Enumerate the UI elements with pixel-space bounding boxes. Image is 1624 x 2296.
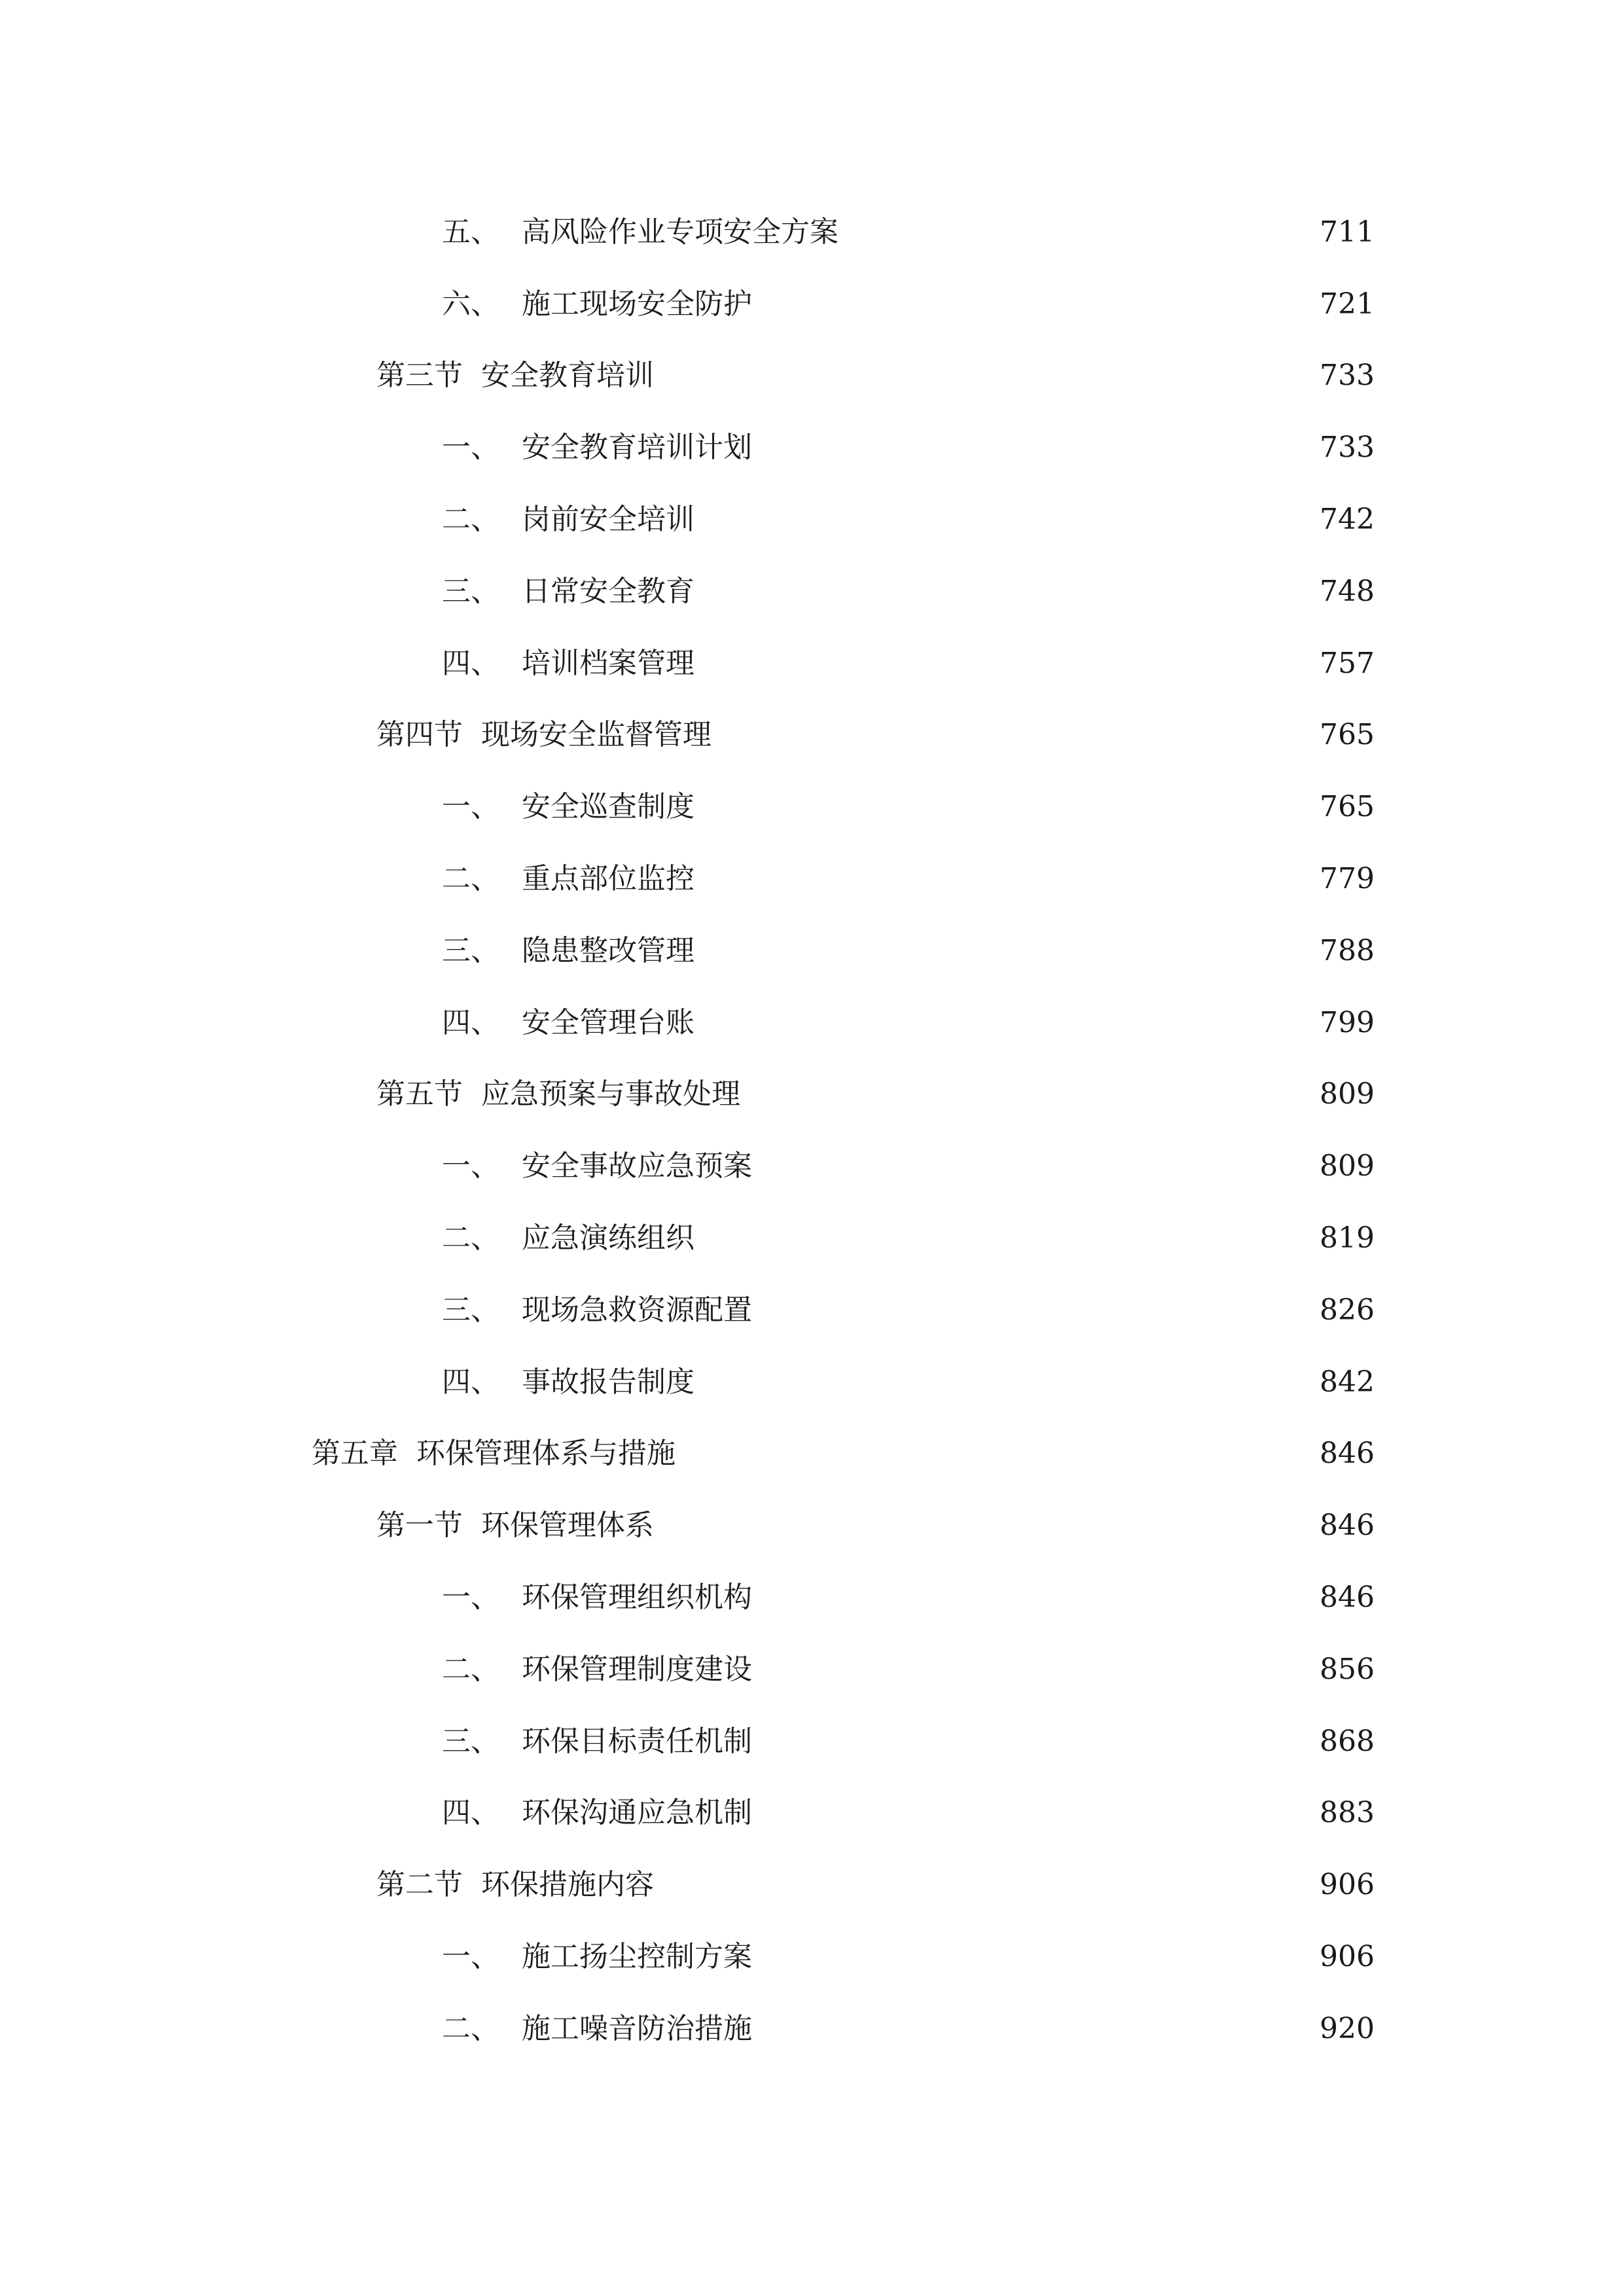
toc-entry-number: 二、 [442, 1652, 499, 1686]
toc-entry-label [442, 2009, 752, 2049]
toc-page-number: 906 [1320, 1940, 1375, 1974]
toc-entry-item[interactable] [0, 268, 1624, 340]
toc-entry-title: 环保管理制度建设 [522, 1652, 752, 1686]
toc-entry-item[interactable] [0, 771, 1624, 843]
toc-entry-title: 安全教育培训 [481, 359, 654, 393]
toc-entry-item[interactable] [0, 1778, 1624, 1850]
toc-entry-section[interactable] [0, 1059, 1624, 1131]
toc-page-number: 733 [1320, 359, 1375, 393]
toc-page-number: 856 [1320, 1652, 1375, 1686]
toc-entry-label [442, 285, 752, 324]
toc-entry-item[interactable] [0, 1562, 1624, 1634]
toc-entry-label [376, 356, 654, 395]
toc-entry-label [442, 1147, 752, 1186]
toc-entry-number: 四、 [442, 646, 499, 680]
toc-entry-item[interactable] [0, 843, 1624, 915]
toc-entry-title: 环保管理体系 [481, 1509, 654, 1543]
toc-page-number: 788 [1320, 933, 1375, 967]
toc-entry-label [442, 1219, 695, 1258]
toc-page-number: 846 [1320, 1437, 1375, 1471]
dot-leader [761, 1937, 1300, 1977]
toc-entry-section[interactable] [0, 1849, 1624, 1921]
toc-page-number: 846 [1320, 1509, 1375, 1543]
toc-page-number: 742 [1320, 503, 1375, 537]
toc-entry-number: 二、 [442, 862, 499, 896]
dot-leader [721, 715, 1300, 755]
toc-entry-title: 环保管理组织机构 [522, 1581, 752, 1615]
toc-entry-label [442, 1003, 695, 1043]
toc-entry-title: 环保管理体系与措施 [416, 1437, 676, 1471]
toc-entry-label [442, 1793, 752, 1833]
toc-entry-label [442, 213, 839, 252]
toc-entry-label [442, 1291, 752, 1330]
toc-entry-item[interactable] [0, 1634, 1624, 1706]
toc-page-number: 809 [1320, 1077, 1375, 1111]
toc-entry-label [442, 1722, 752, 1761]
dot-leader [685, 1434, 1300, 1473]
dot-leader [761, 1578, 1300, 1617]
toc-entry-label [442, 859, 695, 899]
toc-entry-label [442, 1650, 752, 1689]
toc-entry-item[interactable] [0, 1993, 1624, 2065]
dot-leader [704, 859, 1300, 899]
dot-leader [704, 931, 1300, 971]
toc-entry-label [376, 715, 712, 755]
dot-leader [704, 1363, 1300, 1402]
dot-leader [704, 644, 1300, 683]
dot-leader [704, 1219, 1300, 1258]
toc-entry-item[interactable] [0, 987, 1624, 1059]
toc-entry-label [376, 1506, 654, 1545]
toc-entry-number: 三、 [442, 933, 499, 967]
toc-entry-number: 第四节 [376, 718, 463, 752]
toc-entry-item[interactable] [0, 1202, 1624, 1274]
toc-entry-title: 日常安全教育 [522, 574, 695, 608]
toc-page-number: 711 [1320, 215, 1375, 249]
toc-entry-number: 四、 [442, 1365, 499, 1399]
toc-entry-item[interactable] [0, 196, 1624, 268]
toc-entry-item[interactable] [0, 556, 1624, 628]
toc-entry-label [442, 572, 695, 611]
toc-entry-title: 事故报告制度 [522, 1365, 695, 1399]
toc-entry-item[interactable] [0, 1274, 1624, 1346]
toc-entry-title: 安全教育培训计划 [522, 431, 752, 465]
dot-leader [749, 1075, 1300, 1114]
toc-page-number: 757 [1320, 646, 1375, 680]
toc-entry-title: 施工噪音防治措施 [522, 2011, 752, 2045]
dot-leader [848, 213, 1300, 252]
toc-page-number: 906 [1320, 1868, 1375, 1902]
toc-entry-number: 四、 [442, 1005, 499, 1039]
toc-entry-title: 环保措施内容 [481, 1868, 654, 1902]
toc-entry-title: 施工扬尘控制方案 [522, 1940, 752, 1974]
toc-entry-item[interactable] [0, 484, 1624, 556]
toc-page-number: 721 [1320, 287, 1375, 321]
toc-entry-title: 现场急救资源配置 [522, 1293, 752, 1327]
toc-entry-number: 五、 [442, 215, 499, 249]
dot-leader [663, 1506, 1300, 1545]
toc-entry-item[interactable] [0, 1346, 1624, 1418]
dot-leader [761, 285, 1300, 324]
toc-entry-title: 施工现场安全防护 [522, 287, 752, 321]
toc-entry-item[interactable] [0, 628, 1624, 700]
toc-entry-number: 第五节 [376, 1077, 463, 1111]
dot-leader [761, 1722, 1300, 1761]
toc-entry-title: 隐患整改管理 [522, 933, 695, 967]
toc-page-number: 920 [1320, 2011, 1375, 2045]
toc-entry-title: 安全事故应急预案 [522, 1149, 752, 1183]
toc-entry-item[interactable] [0, 1130, 1624, 1202]
dot-leader [663, 1865, 1300, 1905]
toc-entry-number: 一、 [442, 1149, 499, 1183]
dot-leader [761, 1147, 1300, 1186]
toc-entry-number: 一、 [442, 1581, 499, 1615]
toc-page-number: 883 [1320, 1796, 1375, 1830]
dot-leader [704, 787, 1300, 827]
toc-entry-title: 现场安全监督管理 [481, 718, 712, 752]
table-of-contents [0, 196, 1624, 2065]
dot-leader [704, 1003, 1300, 1043]
toc-entry-item[interactable] [0, 1921, 1624, 1993]
dot-leader [761, 1291, 1300, 1330]
toc-entry-number: 六、 [442, 287, 499, 321]
toc-entry-section[interactable] [0, 340, 1624, 412]
dot-leader [663, 356, 1300, 395]
toc-entry-label [442, 931, 695, 971]
toc-entry-title: 环保沟通应急机制 [522, 1796, 752, 1830]
toc-entry-label [376, 1075, 740, 1114]
toc-entry-number: 二、 [442, 2011, 499, 2045]
toc-page-number: 765 [1320, 790, 1375, 824]
toc-entry-number: 第二节 [376, 1868, 463, 1902]
toc-entry-title: 安全管理台账 [522, 1005, 695, 1039]
toc-page-number: 846 [1320, 1581, 1375, 1615]
toc-entry-title: 安全巡查制度 [522, 790, 695, 824]
toc-entry-item[interactable] [0, 915, 1624, 987]
toc-page-number: 748 [1320, 574, 1375, 608]
toc-page-number: 799 [1320, 1005, 1375, 1039]
toc-page-number: 842 [1320, 1365, 1375, 1399]
toc-entry-title: 高风险作业专项安全方案 [522, 215, 839, 249]
toc-entry-chapter[interactable] [0, 1418, 1624, 1490]
toc-entry-number: 三、 [442, 1724, 499, 1758]
dot-leader [704, 500, 1300, 539]
toc-entry-number: 一、 [442, 790, 499, 824]
toc-entry-title: 应急演练组织 [522, 1221, 695, 1255]
toc-entry-label [312, 1434, 676, 1473]
toc-entry-item[interactable] [0, 1706, 1624, 1778]
dot-leader [704, 572, 1300, 611]
toc-entry-number: 二、 [442, 1221, 499, 1255]
toc-page-number: 819 [1320, 1221, 1375, 1255]
toc-entry-label [442, 644, 695, 683]
toc-page-number: 809 [1320, 1149, 1375, 1183]
dot-leader [761, 1650, 1300, 1689]
toc-entry-number: 三、 [442, 1293, 499, 1327]
dot-leader [761, 428, 1300, 467]
toc-page-number: 826 [1320, 1293, 1375, 1327]
toc-entry-number: 一、 [442, 1940, 499, 1974]
toc-entry-label [442, 1937, 752, 1977]
toc-entry-title: 岗前安全培训 [522, 503, 695, 537]
toc-entry-number: 四、 [442, 1796, 499, 1830]
toc-entry-number: 二、 [442, 503, 499, 537]
toc-entry-number: 第三节 [376, 359, 463, 393]
toc-entry-number: 三、 [442, 574, 499, 608]
toc-entry-label [442, 428, 752, 467]
toc-entry-label [442, 500, 695, 539]
toc-page-number: 779 [1320, 862, 1375, 896]
toc-entry-number: 第一节 [376, 1509, 463, 1543]
toc-entry-section[interactable] [0, 700, 1624, 772]
dot-leader [761, 1793, 1300, 1833]
toc-entry-title: 重点部位监控 [522, 862, 695, 896]
toc-entry-item[interactable] [0, 412, 1624, 484]
toc-entry-title: 培训档案管理 [522, 646, 695, 680]
toc-entry-title: 环保目标责任机制 [522, 1724, 752, 1758]
toc-page-number: 733 [1320, 431, 1375, 465]
toc-entry-number: 第五章 [312, 1437, 398, 1471]
toc-entry-section[interactable] [0, 1490, 1624, 1562]
toc-entry-title: 应急预案与事故处理 [481, 1077, 740, 1111]
toc-entry-number: 一、 [442, 431, 499, 465]
toc-entry-label [442, 1578, 752, 1617]
toc-entry-label [442, 787, 695, 827]
toc-entry-label [442, 1363, 695, 1402]
toc-page-number: 765 [1320, 718, 1375, 752]
toc-entry-label [376, 1865, 654, 1905]
dot-leader [761, 2009, 1300, 2049]
toc-page-number: 868 [1320, 1724, 1375, 1758]
